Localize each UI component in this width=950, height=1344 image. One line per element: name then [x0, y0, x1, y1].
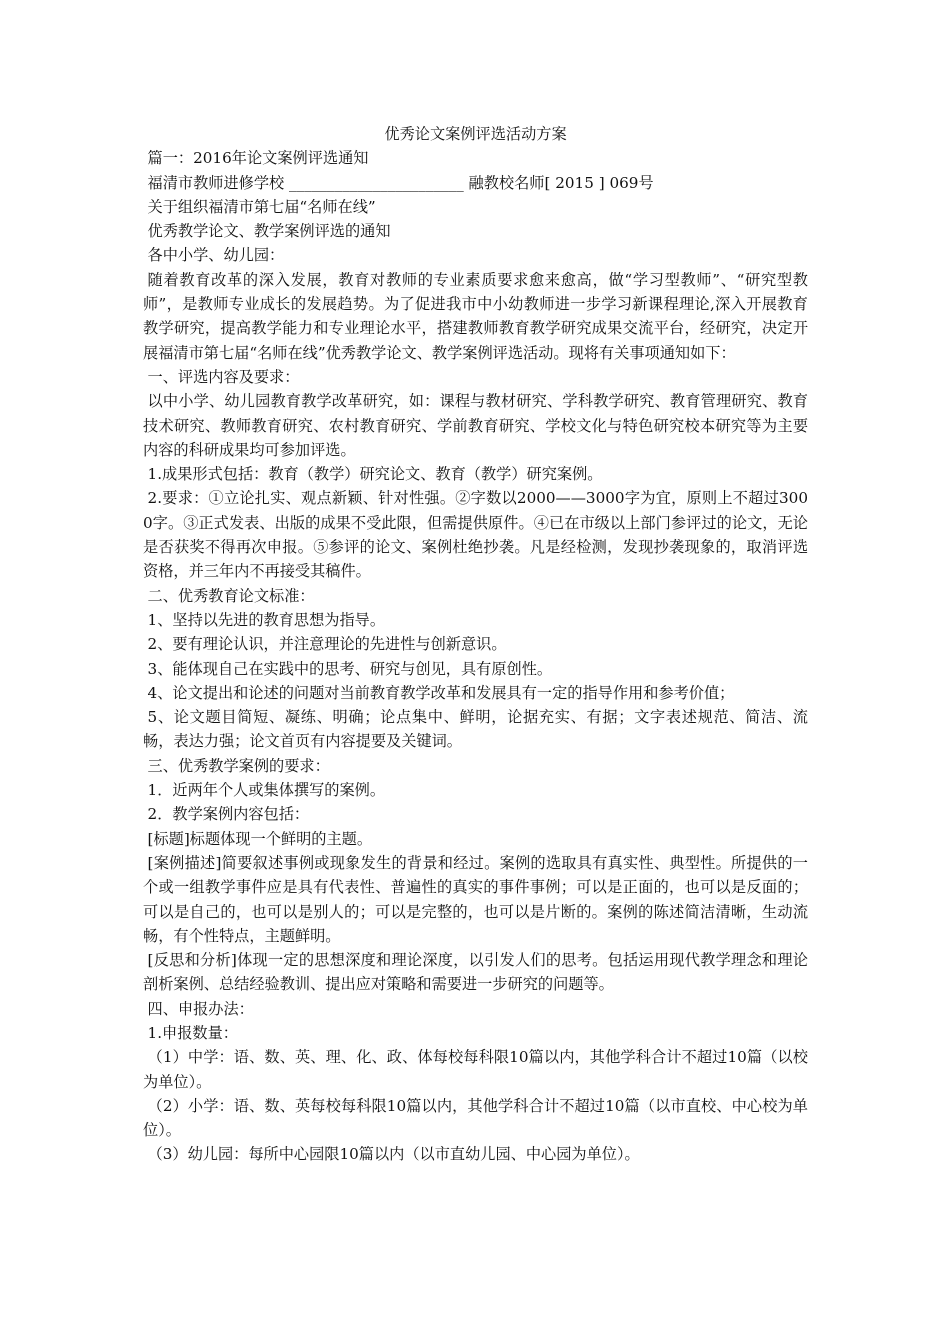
- paragraph-9: 1.成果形式包括：教育（教学）研究论文、教育（教学）研究案例。: [147, 465, 603, 484]
- paragraph-1: 篇一：2016年论文案例评选通知: [147, 149, 369, 168]
- paragraph-24: 1.申报数量：: [147, 1023, 238, 1042]
- paragraph-7: 一、评选内容及要求：: [147, 367, 300, 386]
- paragraph-14: 3、能体现自己在实践中的思考、研究与创见，具有原创性。: [147, 659, 553, 678]
- paragraph-2: 福清市教师进修学校 _______________________ 融教校名师[ 2015 ] 069号: [147, 173, 654, 192]
- paragraph-10: 2.要求：①立论扎实、观点新颖、针对性强。②字数以2000——3000字为宜，原则上不超过3000字。③正式发表、出版的成果不受此限，但需提供原件。④已在市级以上部门参评过的论文，无论是否获奖不得再次申报。⑤参评的论文、案例杜绝抄袭。凡是经检测，发现抄袭现象的，取消评选资格，并三年内不再接受其稿件。: [143, 489, 808, 581]
- paragraph-13: 2、要有理论认识，并注意理论的先进性与创新意识。: [147, 635, 507, 654]
- paragraph-6: 随着教育改革的深入发展，教育对教师的专业素质要求愈来愈高，做“学习型教师”、“研究型教师”，是教师专业成长的发展趋势。为了促进我市中小幼教师进一步学习新课程理论,深入开展教育教学研究，提高教学能力和专业理论水平，搭建教师教育教学研究成果交流平台，经研究，决定开展福清市第七届“名师在线”优秀教学论文、教学案例评选活动。现将有关事项通知如下：: [143, 270, 808, 362]
- paragraph-17: 三、优秀教学案例的要求：: [147, 756, 330, 775]
- paragraph-23: 四、申报办法：: [147, 999, 254, 1018]
- paragraph-16: 5、论文题目简短、凝练、明确；论点集中、鲜明，论据充实、有据；文字表述规范、简洁、流畅，表达力强；论文首页有内容提要及关键词。: [143, 708, 808, 751]
- paragraph-19: 2．教学案例内容包括：: [147, 805, 310, 824]
- paragraph-3: 关于组织福清市第七届“名师在线”: [147, 197, 376, 216]
- paragraph-20: [标题]标题体现一个鲜明的主题。: [147, 829, 373, 848]
- paragraph-4: 优秀教学论文、教学案例评选的通知: [147, 222, 391, 241]
- paragraph-26: （2）小学：语、数、英每校每科限10篇以内，其他学科合计不超过10篇（以市直校、中心校为单位）。: [143, 1096, 808, 1140]
- document-page: [143, 122, 808, 1167]
- paragraph-15: 4、论文提出和论述的问题对当前教育教学改革和发展具有一定的指导作用和参考价值；: [147, 683, 735, 702]
- paragraph-25: （1）中学：语、数、英、理、化、政、体每校每科限10篇以内，其他学科合计不超过10篇（以校为单位）。: [143, 1048, 808, 1091]
- paragraph-11: 二、优秀教育论文标准：: [147, 586, 315, 605]
- paragraph-8: 以中小学、幼儿园教育教学改革研究，如：课程与教材研究、学科教学研究、教育管理研究、教育技术研究、教师教育研究、农村教育研究、学前教育研究、学校文化与特色研究校本研究等为主要内容的科研成果均可参加评选。: [143, 392, 808, 459]
- paragraph-21: [案例描述]简要叙述事例或现象发生的背景和经过。案例的选取具有真实性、典型性。所提供的一个或一组教学事件应是具有代表性、普遍性的真实的事件事例；可以是正面的，也可以是反面的；可以是自己的，也可以是别人的；可以是完整的，也可以是片断的。案例的陈述简洁清晰，生动流畅，有个性特点，主题鲜明。: [143, 853, 808, 945]
- paragraph-22: [反思和分析]体现一定的思想深度和理论深度，以引发人们的思考。包括运用现代教学理念和理论剖析案例、总结经验教训、提出应对策略和需要进一步研究的问题等。: [143, 951, 808, 994]
- paragraph-5: 各中小学、幼儿园：: [147, 246, 285, 265]
- paragraph-18: 1．近两年个人或集体撰写的案例。: [147, 781, 386, 800]
- paragraph-12: 1、坚持以先进的教育思想为指导。: [147, 610, 386, 629]
- paragraph-27: （3）幼儿园：每所中心园限10篇以内（以市直幼儿园、中心园为单位）。: [147, 1145, 640, 1164]
- document-title: 优秀论文案例评选活动方案: [384, 125, 567, 143]
